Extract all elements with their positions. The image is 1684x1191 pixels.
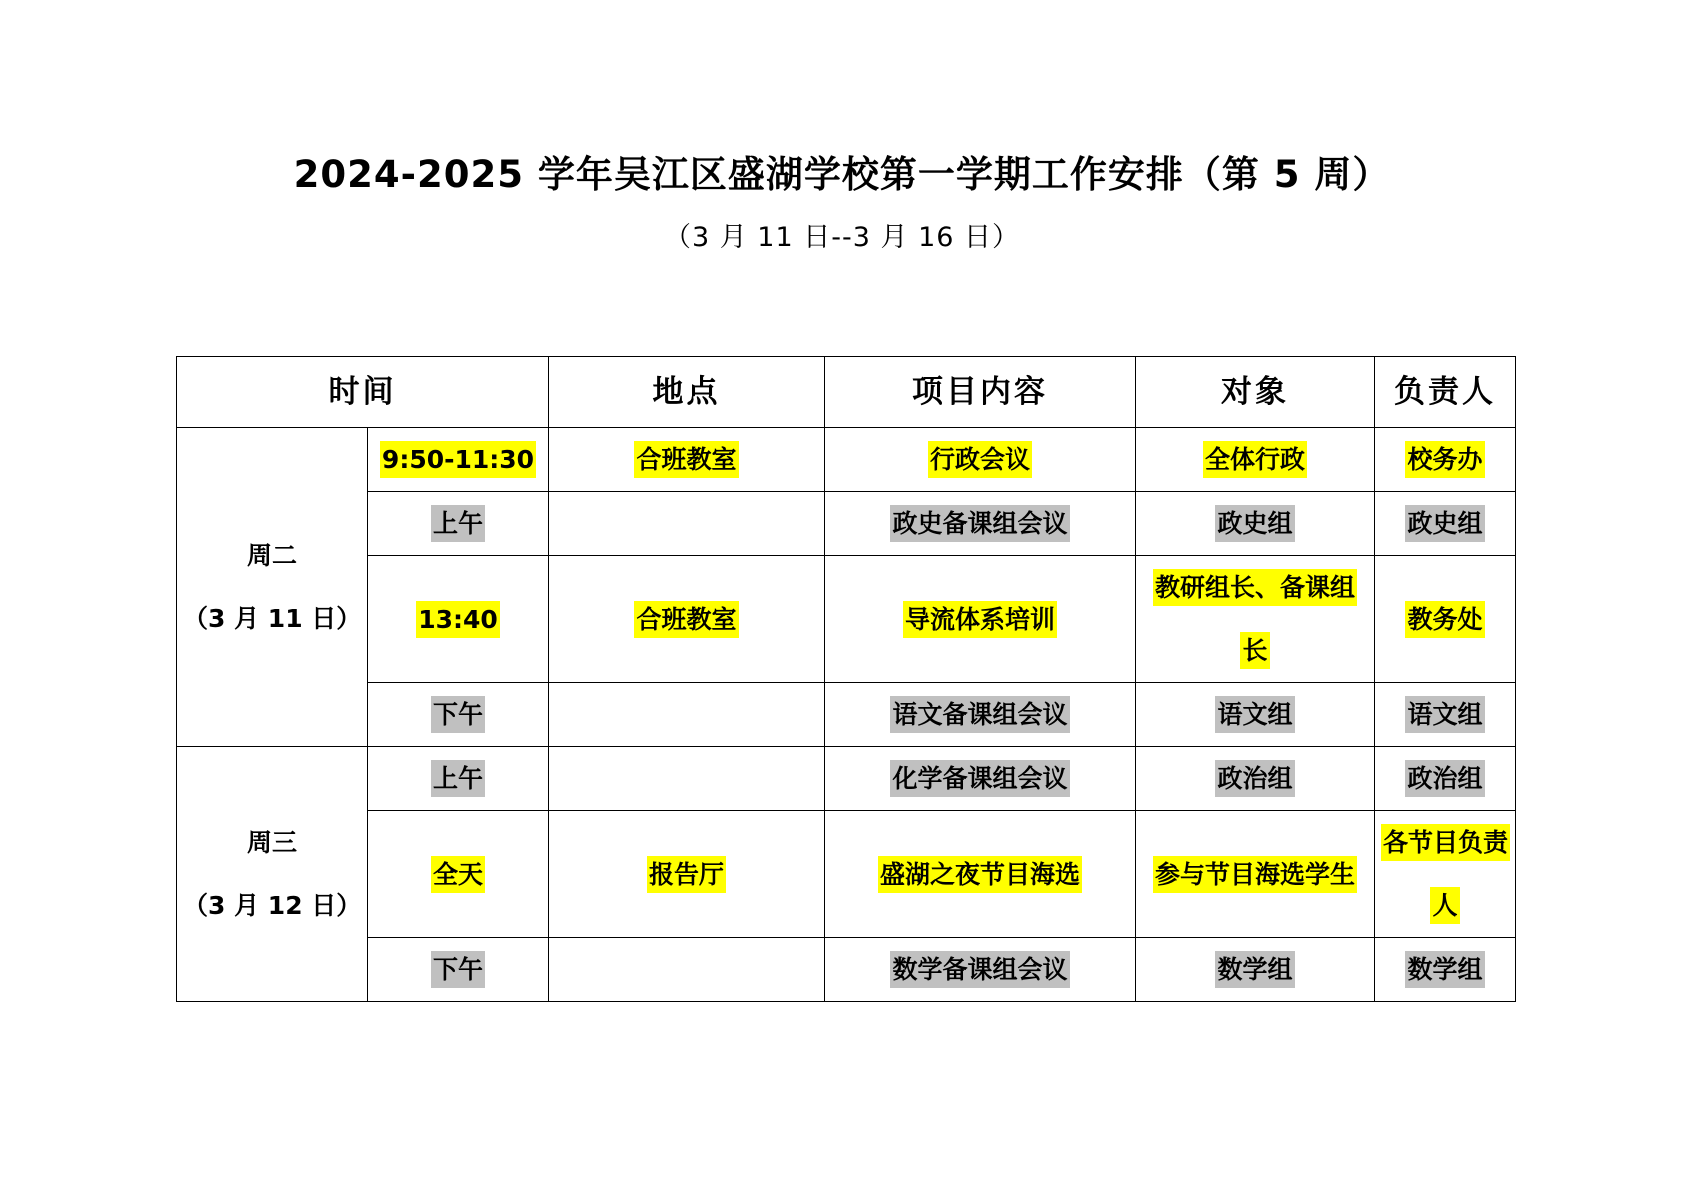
day-cell-wednesday [177, 747, 368, 1002]
table-row [177, 811, 1516, 938]
content-cell [825, 938, 1136, 1002]
target-value: 教研组长、备课组长 [1153, 569, 1357, 669]
time-cell [368, 811, 549, 938]
table-row [177, 492, 1516, 556]
target-cell [1136, 683, 1375, 747]
place-value: 合班教室 [634, 441, 738, 478]
target-cell [1136, 556, 1375, 683]
place-value: 合班教室 [634, 601, 738, 638]
time-cell [368, 428, 549, 492]
place-cell [549, 428, 825, 492]
target-cell [1136, 492, 1375, 556]
content-cell [825, 683, 1136, 747]
place-cell [549, 492, 825, 556]
time-value: 上午 [431, 505, 485, 542]
table-row [177, 556, 1516, 683]
place-cell [549, 811, 825, 938]
owner-value: 政治组 [1405, 760, 1484, 797]
place-cell [549, 938, 825, 1002]
header-time: 时间 [177, 357, 549, 428]
page-title: 2024-2025 学年吴江区盛湖学校第一学期工作安排（第 5 周） [293, 153, 1391, 196]
content-cell [825, 428, 1136, 492]
content-value: 政史备课组会议 [890, 505, 1069, 542]
content-value: 盛湖之夜节目海选 [878, 856, 1082, 893]
owner-cell [1375, 492, 1516, 556]
time-cell [368, 938, 549, 1002]
owner-value: 政史组 [1405, 505, 1484, 542]
date-range: （3 月 11 日--3 月 16 日） [663, 222, 1021, 253]
owner-value: 校务办 [1405, 441, 1484, 478]
header-target: 对象 [1136, 357, 1375, 428]
target-cell [1136, 428, 1375, 492]
owner-value: 教务处 [1405, 601, 1484, 638]
content-cell [825, 811, 1136, 938]
content-cell [825, 556, 1136, 683]
day-date: （3 月 11 日） [183, 604, 362, 633]
owner-cell [1375, 556, 1516, 683]
owner-cell [1375, 811, 1516, 938]
owner-value: 语文组 [1405, 696, 1484, 733]
time-value: 上午 [431, 760, 485, 797]
time-value: 下午 [431, 951, 485, 988]
target-value: 参与节目海选学生 [1153, 856, 1357, 893]
content-cell [825, 747, 1136, 811]
day-date: （3 月 12 日） [183, 891, 362, 920]
content-value: 导流体系培训 [903, 601, 1057, 638]
table-row [177, 683, 1516, 747]
table-row [177, 428, 1516, 492]
target-cell [1136, 938, 1375, 1002]
header-owner: 负责人 [1375, 357, 1516, 428]
header-content: 项目内容 [825, 357, 1136, 428]
table-header-row [177, 357, 1516, 428]
target-value: 政史组 [1215, 505, 1294, 542]
content-cell [825, 492, 1136, 556]
day-cell-tuesday [177, 428, 368, 747]
content-value: 化学备课组会议 [890, 760, 1069, 797]
target-cell [1136, 747, 1375, 811]
schedule-table [176, 356, 1516, 1002]
target-value: 政治组 [1215, 760, 1294, 797]
time-value: 13:40 [416, 601, 500, 638]
table-row [177, 938, 1516, 1002]
place-cell [549, 683, 825, 747]
owner-value: 各节目负责人 [1381, 824, 1510, 924]
owner-value: 数学组 [1405, 951, 1484, 988]
place-cell [549, 747, 825, 811]
table-row [177, 747, 1516, 811]
time-cell [368, 556, 549, 683]
target-value: 数学组 [1215, 951, 1294, 988]
time-cell [368, 492, 549, 556]
owner-cell [1375, 747, 1516, 811]
target-value: 语文组 [1215, 696, 1294, 733]
content-value: 语文备课组会议 [890, 696, 1069, 733]
content-value: 行政会议 [928, 441, 1032, 478]
time-value: 全天 [431, 856, 485, 893]
owner-cell [1375, 428, 1516, 492]
target-value: 全体行政 [1203, 441, 1307, 478]
content-value: 数学备课组会议 [890, 951, 1069, 988]
target-cell [1136, 811, 1375, 938]
header-place: 地点 [549, 357, 825, 428]
day-label: 周三 [246, 828, 297, 857]
owner-cell [1375, 938, 1516, 1002]
time-cell [368, 683, 549, 747]
place-cell [549, 556, 825, 683]
time-value: 下午 [431, 696, 485, 733]
place-value: 报告厅 [647, 856, 726, 893]
owner-cell [1375, 683, 1516, 747]
time-cell [368, 747, 549, 811]
time-value: 9:50-11:30 [380, 441, 536, 478]
day-label: 周二 [246, 541, 297, 570]
